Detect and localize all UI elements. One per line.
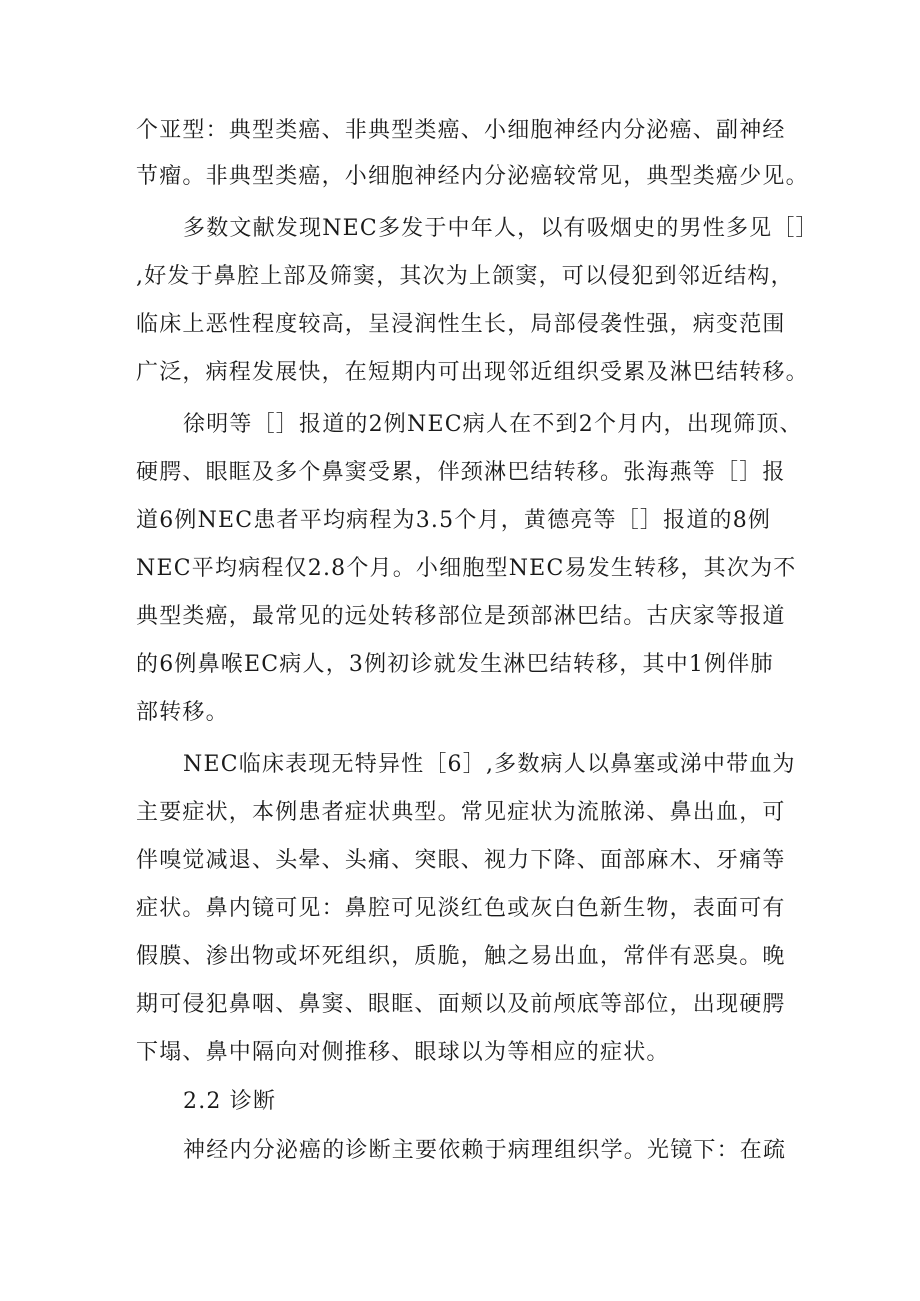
- text-line: 症状。鼻内镜可见：鼻腔可见淡红色或灰白色新生物，表面可有: [136, 896, 786, 921]
- paragraph-start-line: 徐明等［］报道的2例NEC病人在不到2个月内，出现筛顶、: [183, 412, 803, 437]
- text-line: 下塌、鼻中隔向对侧推移、眼球以为等相应的症状。: [136, 1040, 670, 1065]
- text-line: 部转移。: [136, 700, 229, 725]
- text-line: 假膜、渗出物或坏死组织，质脆，触之易出血，常伴有恶臭。晚: [136, 944, 786, 969]
- paragraph-start-line: 多数文献发现NEC多发于中年人，以有吸烟史的男性多见［］: [183, 216, 819, 241]
- text-line: 主要症状，本例患者症状典型。常见症状为流脓涕、鼻出血，可: [136, 800, 786, 825]
- section-heading: 2.2 诊断: [183, 1089, 277, 1114]
- text-line: 期可侵犯鼻咽、鼻窦、眼眶、面颊以及前颅底等部位，出现硬腭: [136, 992, 786, 1017]
- text-line: NEC平均病程仅2.8个月。小细胞型NEC易发生转移，其次为不: [136, 556, 797, 581]
- text-line: 节瘤。非典型类癌，小细胞神经内分泌癌较常见，典型类癌少见。: [136, 164, 809, 189]
- text-line: 伴嗅觉减退、头晕、头痛、突眼、视力下降、面部麻木、牙痛等: [136, 848, 786, 873]
- text-line: ,好发于鼻腔上部及筛窦，其次为上颌窦，可以侵犯到邻近结构，: [136, 264, 794, 289]
- paragraph-start-line: NEC临床表现无特异性［6］,多数病人以鼻塞或涕中带血为: [183, 752, 796, 777]
- text-line: 硬腭、眼眶及多个鼻窦受累，伴颈淋巴结转移。张海燕等［］报: [136, 460, 786, 485]
- paragraph-start-line: 神经内分泌癌的诊断主要依赖于病理组织学。光镜下：在疏: [183, 1138, 787, 1163]
- text-line: 道6例NEC患者平均病程为3.5个月，黄德亮等［］报道的8例: [136, 508, 772, 533]
- text-line: 典型类癌，最常见的远处转移部位是颈部淋巴结。古庆家等报道: [136, 604, 786, 629]
- text-line: 个亚型：典型类癌、非典型类癌、小细胞神经内分泌癌、副神经: [136, 118, 786, 143]
- text-line: 广泛，病程发展快，在短期内可出现邻近组织受累及淋巴结转移。: [136, 360, 809, 385]
- text-line: 的6例鼻喉EC病人，3例初诊就发生淋巴结转移，其中1例伴肺: [136, 652, 774, 677]
- text-line: 临床上恶性程度较高，呈浸润性生长，局部侵袭性强，病变范围: [136, 312, 786, 337]
